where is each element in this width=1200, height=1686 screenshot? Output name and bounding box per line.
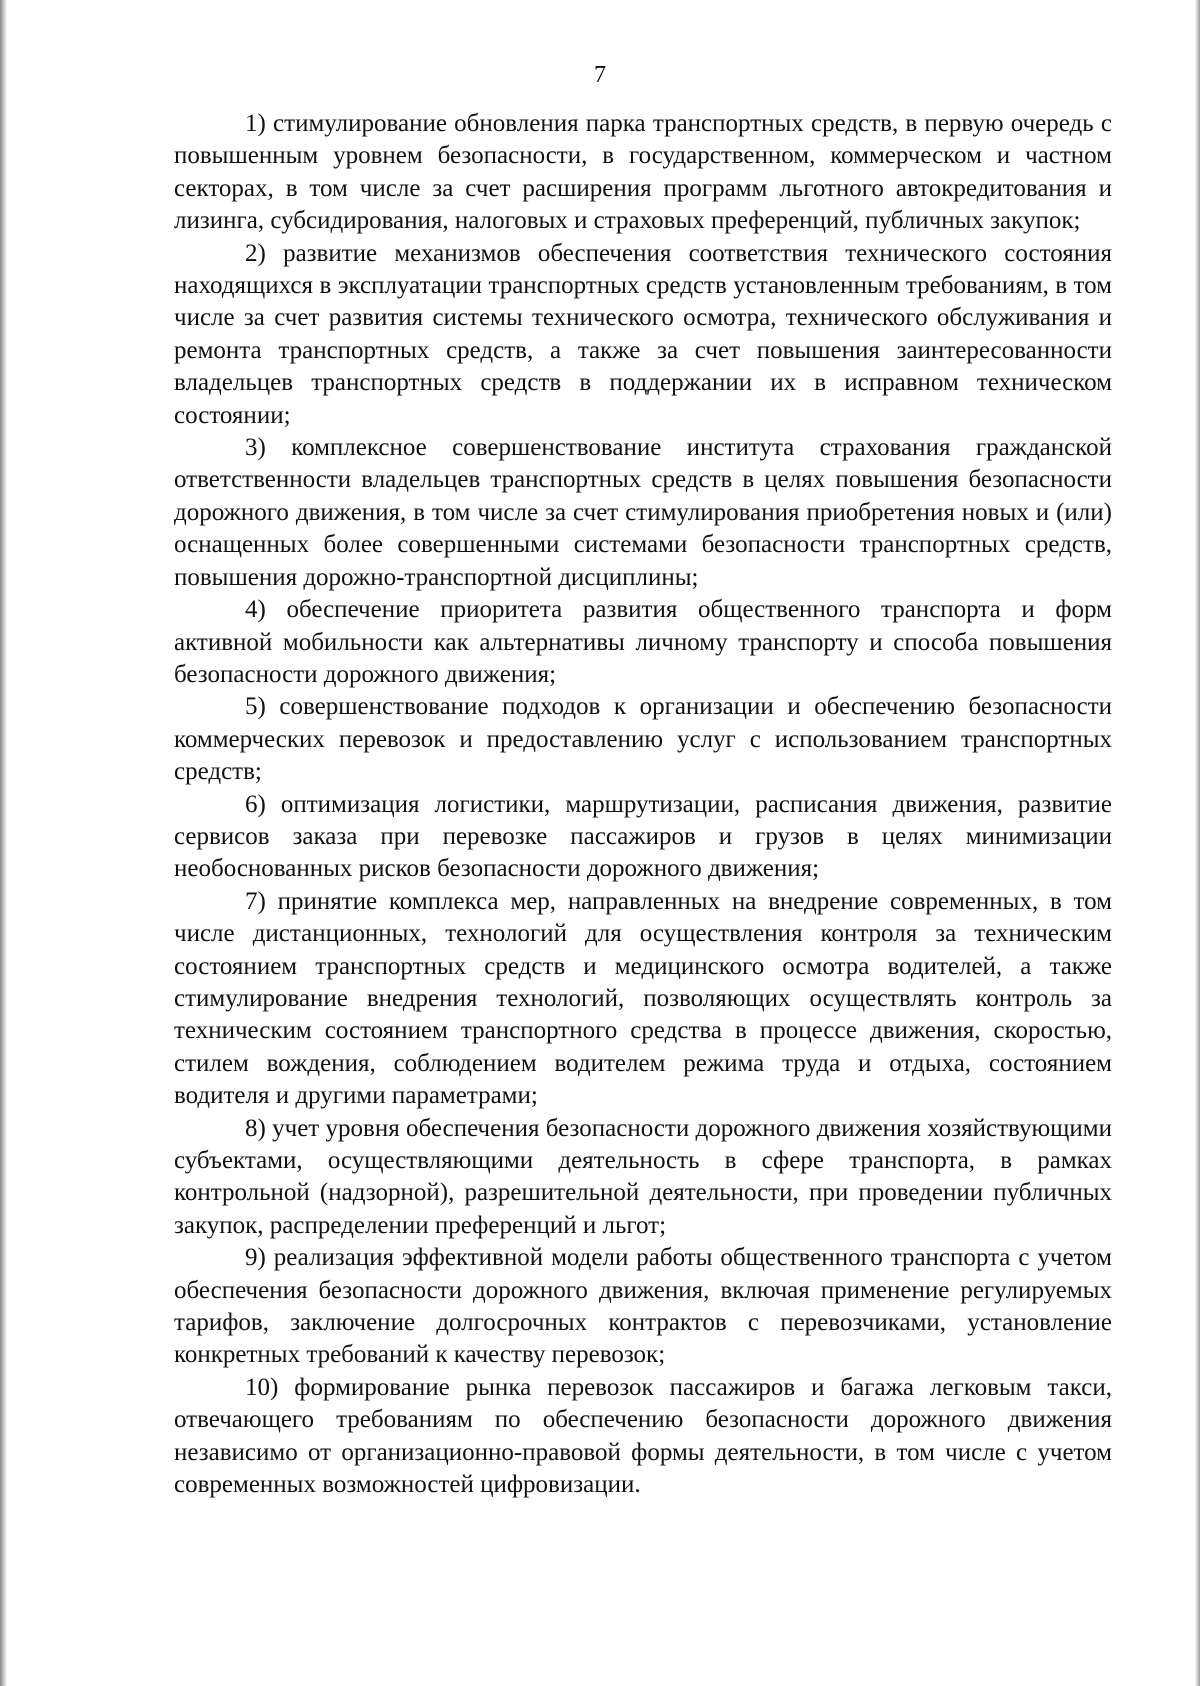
list-item-4: 4) обеспечение приоритета развития общественного транспорта и форм активной мобильности как альтернативы личному транспорту и способа повышения безопасности дорожного движения; <box>174 596 1112 688</box>
scan-edge-right <box>1195 0 1200 1686</box>
list-item-3: 3) комплексное совершенствование института страхования гражданской ответственности владельцев транспортных средств в целях повышения безопасности дорожного движения, в том числе за счет стимулирования приобретения новых и (или) оснащенных более совершенными системами безопасности транспортных средств, повышения дорожно-транспортной дисциплины; <box>174 434 1112 591</box>
list-item-6: 6) оптимизация логистики, маршрутизации, расписания движения, развитие сервисов заказа при перевозке пассажиров и грузов в целях минимизации необоснованных рисков безопасности дорожного движения; <box>174 790 1112 883</box>
list-item-9: 9) реализация эффективной модели работы общественного транспорта с учетом обеспечения безопасности дорожного движения, включая применение регулируемых тарифов, заключение долгосрочных контрактов с перевозчиками, установление конкретных требований к качеству перевозок; <box>174 1244 1112 1369</box>
list-item-10: 10) формирование рынка перевозок пассажиров и багажа легковым такси, отвечающего требованиям по обеспечению безопасности дорожного движения независимо от организационно-правовой формы деятельности, в том числе с учетом современных возможностей цифровизации. <box>174 1373 1112 1499</box>
document-body <box>174 108 1112 1501</box>
list-item-8: 8) учет уровня обеспечения безопасности дорожного движения хозяйствующими субъектами, осуществляющими деятельность в сфере транспорта, в рамках контрольной (надзорной), разрешительной деятельности, при проведении публичных закупок, распределении преференций и льгот; <box>174 1114 1112 1239</box>
list-item-7: 7) принятие комплекса мер, направленных на внедрение современных, в том числе дистанционных, технологий для осуществления контроля за техническим состоянием транспортных средств и медицинского осмотра водителей, а также стимулирование внедрения технологий, позволяющих осуществлять контроль за техническим состоянием транспортного средства в процессе движения, скоростью, стилем вождения, соблюдением водителем режима труда и отдыха, состоянием водителя и другими параметрами; <box>174 887 1112 1110</box>
list-item-5: 5) совершенствование подходов к организации и обеспечению безопасности коммерческих перевозок и предоставлению услуг с использованием транспортных средств; <box>174 693 1112 786</box>
list-item-2: 2) развитие механизмов обеспечения соответствия технического состояния находящихся в эксплуатации транспортных средств установленным требованиям, в том числе за счет развития системы технического осмотра, технического обслуживания и ремонта транспортных средств, а также за счет повышения заинтересованности владельцев транспортных средств в поддержании их в исправном техническом состоянии; <box>174 239 1112 429</box>
scan-edge-left <box>0 0 7 1686</box>
page-number: 7 <box>594 62 606 88</box>
list-item-1: 1) стимулирование обновления парка транспортных средств, в первую очередь с повышенным уровнем безопасности, в государственном, коммерческом и частном секторах, в том числе за счет расширения программ льготного автокредитования и лизинга, субсидирования, налоговых и страховых преференций, публичных закупок; <box>174 110 1112 235</box>
